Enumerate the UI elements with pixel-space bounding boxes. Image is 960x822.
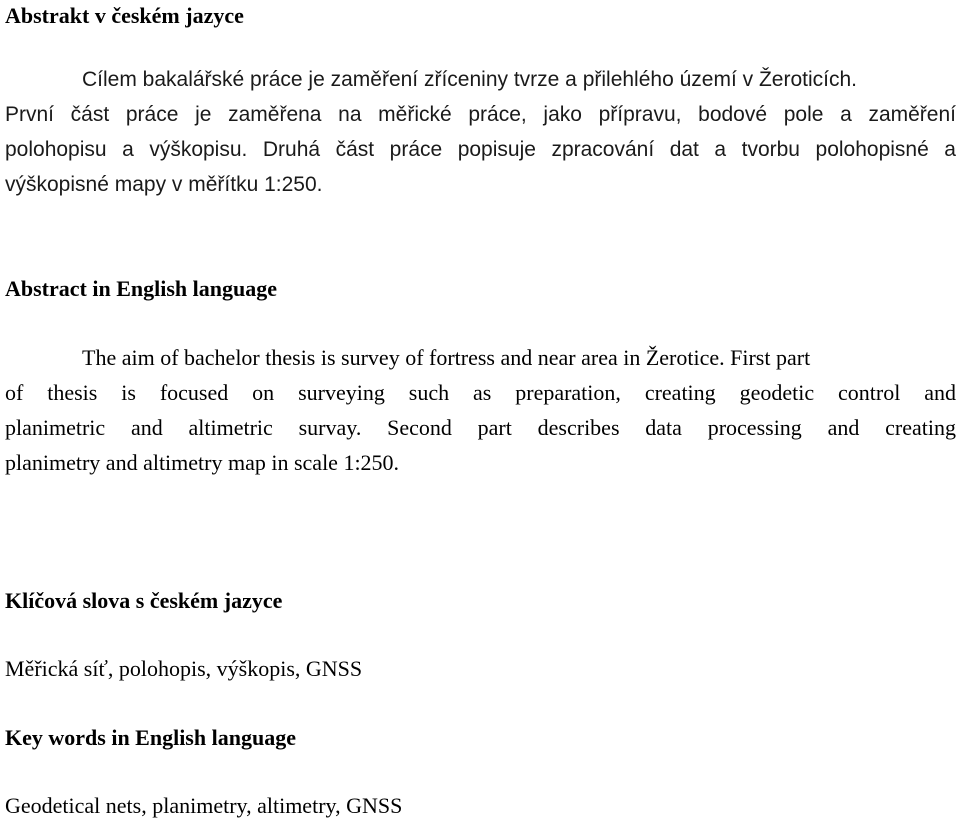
- keywords-cz-heading: Klíčová slova s českém jazyce: [5, 588, 283, 613]
- abstract-cz-line-2: První část práce je zaměřena na měřické práce, jako přípravu, bodové pole a zaměření: [5, 103, 956, 126]
- abstract-cz-line-3: polohopisu a výškopisu. Druhá část práce popisuje zpracování dat a tvorbu polohopisné a: [5, 138, 956, 161]
- keywords-en-text: Geodetical nets, planimetry, altimetry, GNSS: [5, 793, 403, 818]
- abstract-cz-line-4: výškopisné mapy v měřítku 1:250.: [5, 173, 323, 196]
- abstract-en-heading: Abstract in English language: [5, 276, 277, 301]
- abstract-en-line-2: of thesis is focused on surveying such as preparation, creating geodetic control and: [5, 380, 956, 405]
- abstract-en-line-1: The aim of bachelor thesis is survey of fortress and near area in Žerotice. First part: [82, 345, 811, 370]
- keywords-cz-text: Měřická síť, polohopis, výškopis, GNSS: [5, 656, 363, 681]
- abstract-en-paragraph: [5, 340, 956, 480]
- abstract-cz-line-1: Cílem bakalářské práce je zaměření zříceniny tvrze a přilehlého území v Žeroticích.: [82, 68, 857, 91]
- abstract-en-line-3: planimetric and altimetric survay. Second part describes data processing and creating: [5, 415, 956, 440]
- abstract-cz-paragraph: [5, 62, 956, 202]
- keywords-en-heading: Key words in English language: [5, 725, 296, 750]
- abstract-cz-heading: Abstrakt v českém jazyce: [5, 3, 244, 28]
- abstract-en-line-4: planimetry and altimetry map in scale 1:250.: [5, 450, 400, 475]
